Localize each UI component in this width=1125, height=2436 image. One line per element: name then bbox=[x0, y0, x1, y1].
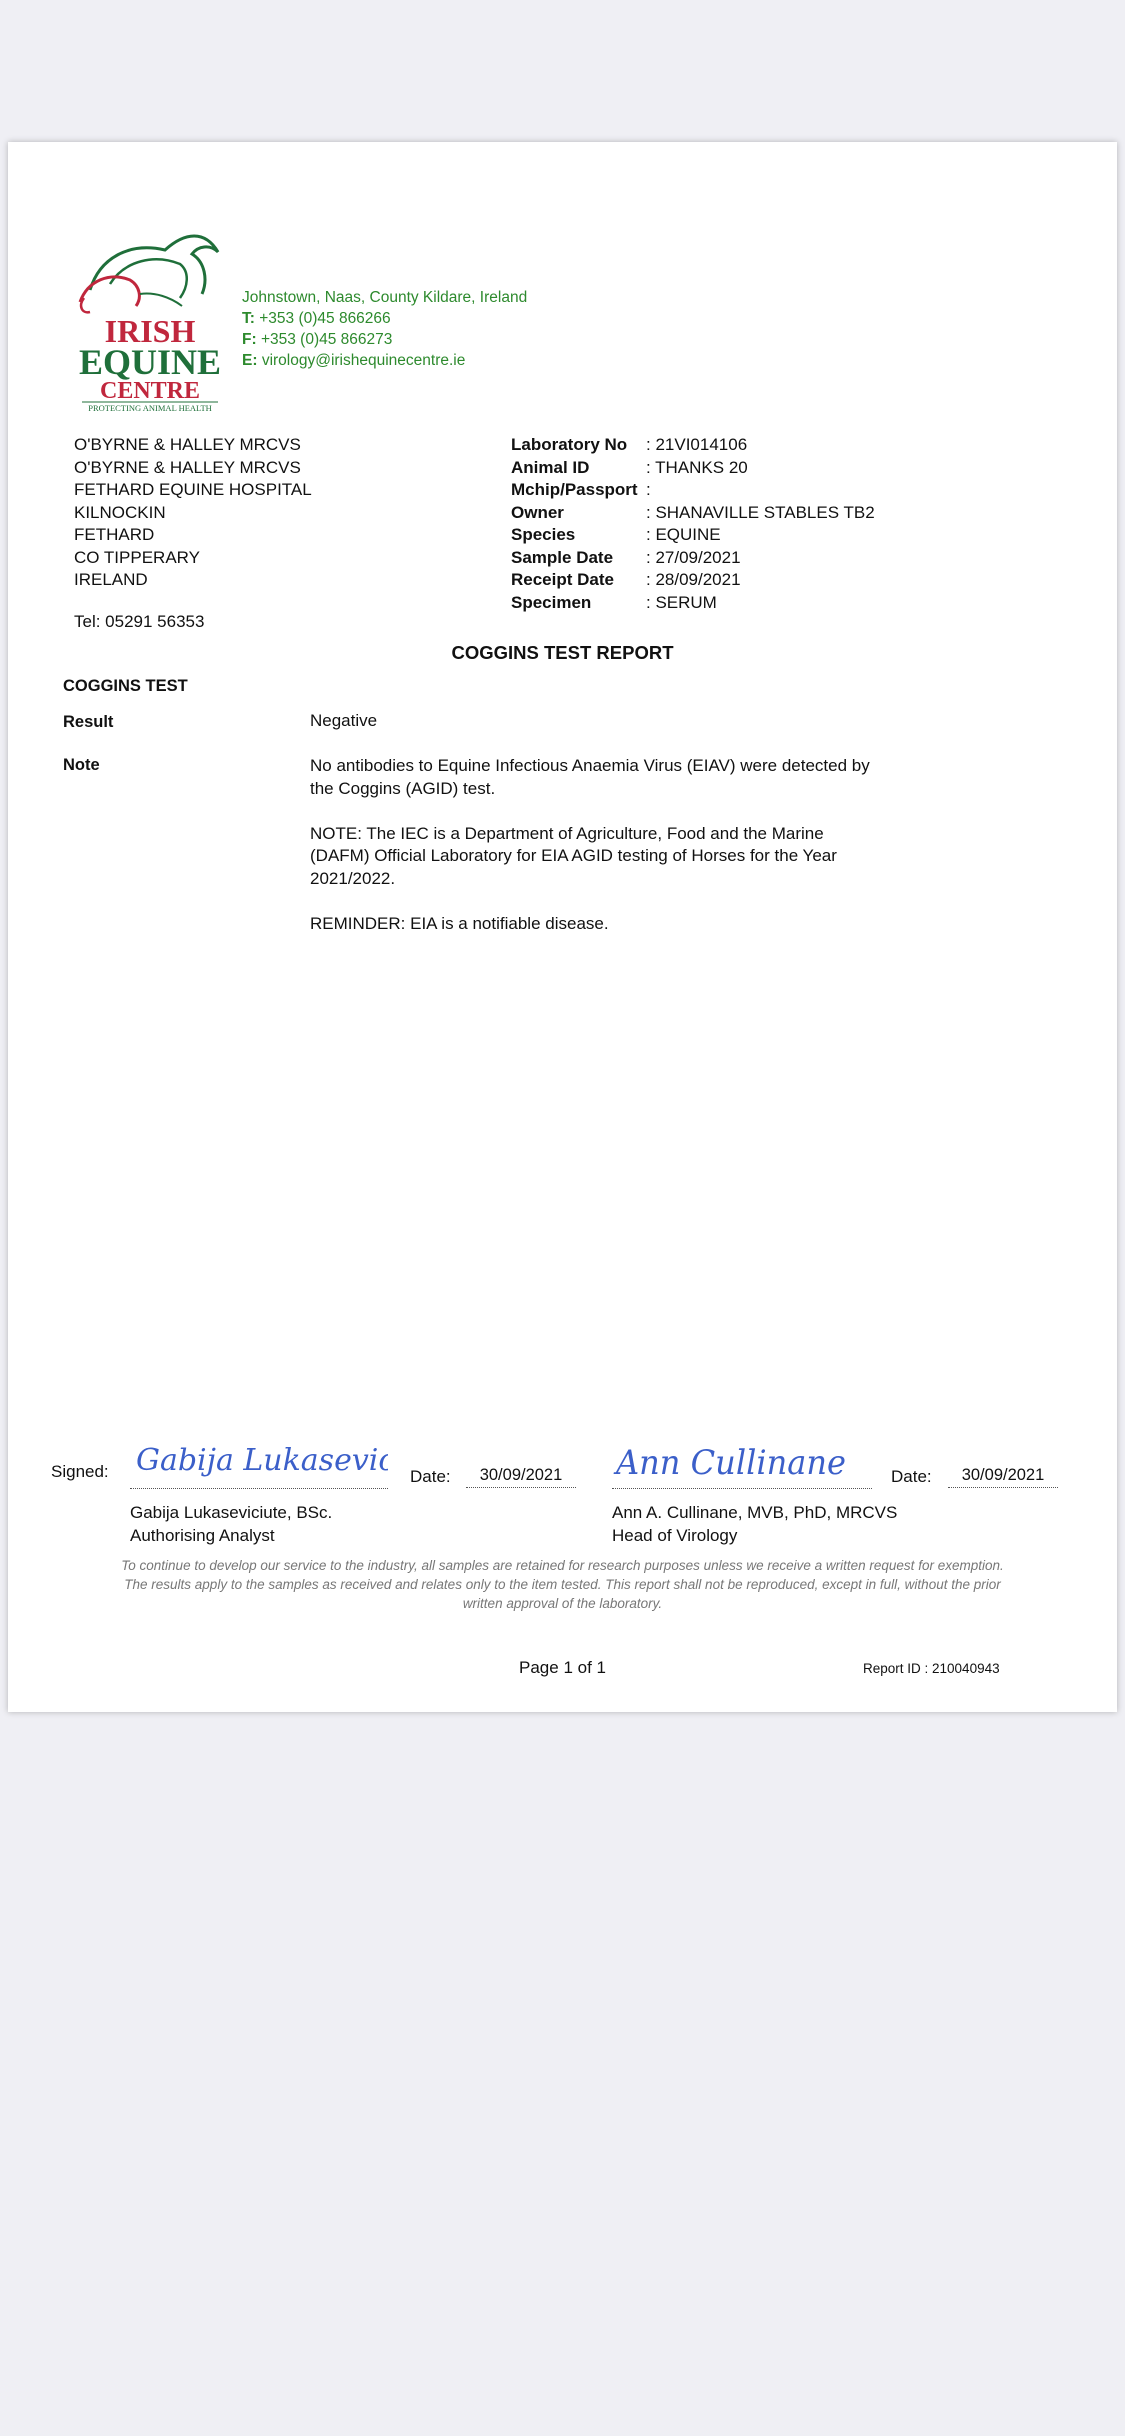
recipient-line: FETHARD bbox=[74, 525, 155, 544]
recipient-address bbox=[74, 434, 312, 592]
info-label: Sample Date bbox=[511, 547, 614, 567]
result-label: Result bbox=[63, 713, 114, 731]
info-value: : SHANAVILLE STABLES TB2 bbox=[646, 502, 875, 522]
centre-address: Johnstown, Naas, County Kildare, Ireland bbox=[242, 289, 528, 306]
date-label-2: Date: bbox=[891, 1467, 932, 1486]
info-label: Laboratory No bbox=[511, 435, 628, 454]
page-number: Page 1 of 1 bbox=[519, 1658, 606, 1677]
info-value: : EQUINE bbox=[646, 525, 721, 544]
recipient-line: IRELAND bbox=[74, 570, 148, 589]
info-label: Specimen bbox=[511, 592, 592, 612]
report-page bbox=[8, 142, 1117, 1712]
recipient-line: CO TIPPERARY bbox=[74, 547, 200, 567]
irish-equine-centre-logo bbox=[70, 202, 230, 412]
info-row bbox=[511, 434, 875, 457]
recipient-line: KILNOCKIN bbox=[74, 502, 166, 522]
info-label: Owner bbox=[511, 502, 564, 522]
report-title: COGGINS TEST REPORT bbox=[451, 642, 674, 663]
signer-1-role: Authorising Analyst bbox=[130, 1525, 275, 1545]
info-value: : SERUM bbox=[646, 592, 717, 612]
info-row bbox=[511, 569, 875, 592]
signed-label: Signed: bbox=[51, 1462, 109, 1481]
info-value: : THANKS 20 bbox=[646, 457, 748, 477]
recipient-line: O'BYRNE & HALLEY MRCVS bbox=[74, 435, 301, 454]
disclaimer-line: To continue to develop our service to the industry, all samples are retained for research purposes unless we receive a written request for exemption. bbox=[121, 1558, 1004, 1573]
note-text bbox=[310, 755, 880, 958]
result-value: Negative bbox=[310, 711, 378, 730]
note-label: Note bbox=[63, 756, 100, 774]
info-label: Species bbox=[511, 525, 576, 544]
signer-2-details bbox=[612, 1502, 897, 1547]
signature-2 bbox=[612, 1424, 872, 1489]
info-label: Mchip/Passport bbox=[511, 480, 638, 499]
sample-info-table bbox=[511, 434, 875, 614]
logo-tagline: PROTECTING ANIMAL HEALTH bbox=[88, 403, 212, 412]
info-value: : 28/09/2021 bbox=[646, 570, 741, 589]
signer-2-role: Head of Virology bbox=[612, 1525, 738, 1545]
signer-2-name: Ann A. Cullinane, MVB, PhD, MRCVS bbox=[612, 1503, 898, 1522]
logo-line2: EQUINE bbox=[78, 342, 222, 382]
disclaimer-line: The results apply to the samples as received and relates only to the item tested. This report shall not be reproduced, except in full, without the prior written approval of the laboratory. bbox=[124, 1577, 1001, 1611]
email-address[interactable]: virology@irishequinecentre.ie bbox=[261, 352, 466, 369]
note-paragraph: NOTE: The IEC is a Department of Agriculture, Food and the Marine (DAFM) Official Laboratory for EIA AGID testing of Horses for the Year 2021/2022. bbox=[310, 823, 837, 888]
logo-line1: IRISH bbox=[104, 313, 196, 349]
date-label-1: Date: bbox=[410, 1467, 451, 1486]
info-row bbox=[511, 524, 875, 547]
signer-1-details bbox=[130, 1502, 332, 1547]
fax-label: F: bbox=[242, 331, 257, 348]
disclaimer bbox=[8, 1556, 1117, 1613]
signature-1-text: Gabija Lukasevi bbox=[136, 1443, 379, 1478]
info-row bbox=[511, 457, 875, 480]
info-row bbox=[511, 502, 875, 525]
signer-1-name: Gabija Lukaseviciute, BSc. bbox=[130, 1503, 333, 1522]
date-value-2: 30/09/2021 bbox=[948, 1466, 1058, 1488]
signature-2-text: Ann Cullinane bbox=[613, 1443, 846, 1483]
email-label: E: bbox=[242, 352, 258, 369]
logo-line3: CENTRE bbox=[99, 378, 201, 404]
note-paragraph: No antibodies to Equine Infectious Anaemia Virus (EIAV) were detected by the Coggins (AGID) test. bbox=[310, 756, 870, 798]
signature-1 bbox=[130, 1432, 388, 1489]
recipient-line: FETHARD EQUINE HOSPITAL bbox=[74, 480, 312, 499]
info-row bbox=[511, 479, 875, 502]
info-label: Animal ID bbox=[511, 457, 590, 477]
section-title: COGGINS TEST bbox=[63, 677, 188, 695]
info-label: Receipt Date bbox=[511, 570, 614, 589]
recipient-tel: Tel: 05291 56353 bbox=[74, 612, 205, 631]
info-row bbox=[511, 547, 875, 570]
info-row bbox=[511, 592, 875, 615]
fax-number: +353 (0)45 866273 bbox=[260, 331, 393, 348]
phone-number: +353 (0)45 866266 bbox=[259, 310, 391, 327]
contact-block bbox=[242, 287, 527, 371]
report-id: Report ID : 210040943 bbox=[863, 1661, 1000, 1676]
info-value: : 21VI014106 bbox=[646, 435, 748, 454]
recipient-line: O'BYRNE & HALLEY MRCVS bbox=[74, 457, 301, 477]
note-paragraph: REMINDER: EIA is a notifiable disease. bbox=[310, 913, 609, 933]
info-value: : bbox=[646, 480, 651, 499]
info-value: : 27/09/2021 bbox=[646, 547, 741, 567]
date-value-1: 30/09/2021 bbox=[466, 1466, 576, 1488]
phone-label: T: bbox=[242, 310, 255, 327]
